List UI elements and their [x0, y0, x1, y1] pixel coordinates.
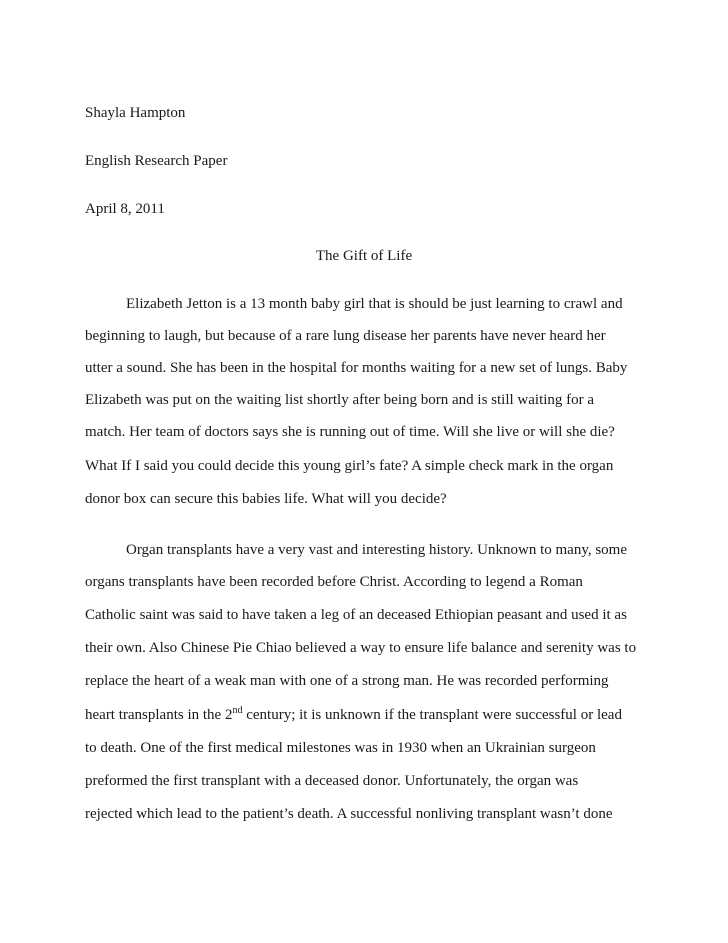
paragraph-line: What If I said you could decide this young girl’s fate? A simple check mark in the organ [85, 458, 614, 474]
paper-title: The Gift of Life [315, 248, 413, 264]
author-name: Shayla Hampton [85, 105, 186, 121]
line-text: century; it is unknown if the transplant were successful or lead [242, 707, 622, 723]
paragraph-line: Elizabeth Jetton is a 13 month baby girl that is should be just learning to crawl and [126, 296, 623, 312]
paper-date: April 8, 2011 [85, 201, 165, 217]
paragraph-line: replace the heart of a weak man with one of a strong man. He was recorded performing [85, 673, 609, 689]
paragraph-line: donor box can secure this babies life. What will you decide? [85, 491, 447, 507]
paragraph-line: to death. One of the first medical milestones was in 1930 when an Ukrainian surgeon [85, 740, 596, 756]
paragraph-line: beginning to laugh, but because of a rare lung disease her parents have never heard her [85, 328, 606, 344]
superscript-ordinal: nd [232, 705, 243, 716]
paragraph-line: match. Her team of doctors says she is running out of time. Will she live or will she die? [85, 424, 615, 440]
paragraph-line: their own. Also Chinese Pie Chiao believed a way to ensure life balance and serenity was to [85, 640, 637, 656]
paragraph-line: preformed the first transplant with a deceased donor. Unfortunately, the organ was [85, 773, 579, 789]
paragraph-line: organs transplants have been recorded before Christ. According to legend a Roman [85, 574, 583, 590]
line-text: heart transplants in the 2 [85, 707, 233, 723]
course-name: English Research Paper [85, 153, 228, 169]
paragraph-line: Catholic saint was said to have taken a leg of an deceased Ethiopian peasant and used it as [85, 607, 627, 623]
paragraph-line: utter a sound. She has been in the hospital for months waiting for a new set of lungs. Baby [85, 360, 628, 376]
paragraph-line: Elizabeth was put on the waiting list shortly after being born and is still waiting for a [85, 392, 595, 408]
paragraph-line: Organ transplants have a very vast and interesting history. Unknown to many, some [126, 542, 628, 558]
paragraph-line: rejected which lead to the patient’s death. A successful nonliving transplant wasn’t done [85, 806, 613, 822]
paragraph-line-with-superscript [85, 706, 622, 724]
